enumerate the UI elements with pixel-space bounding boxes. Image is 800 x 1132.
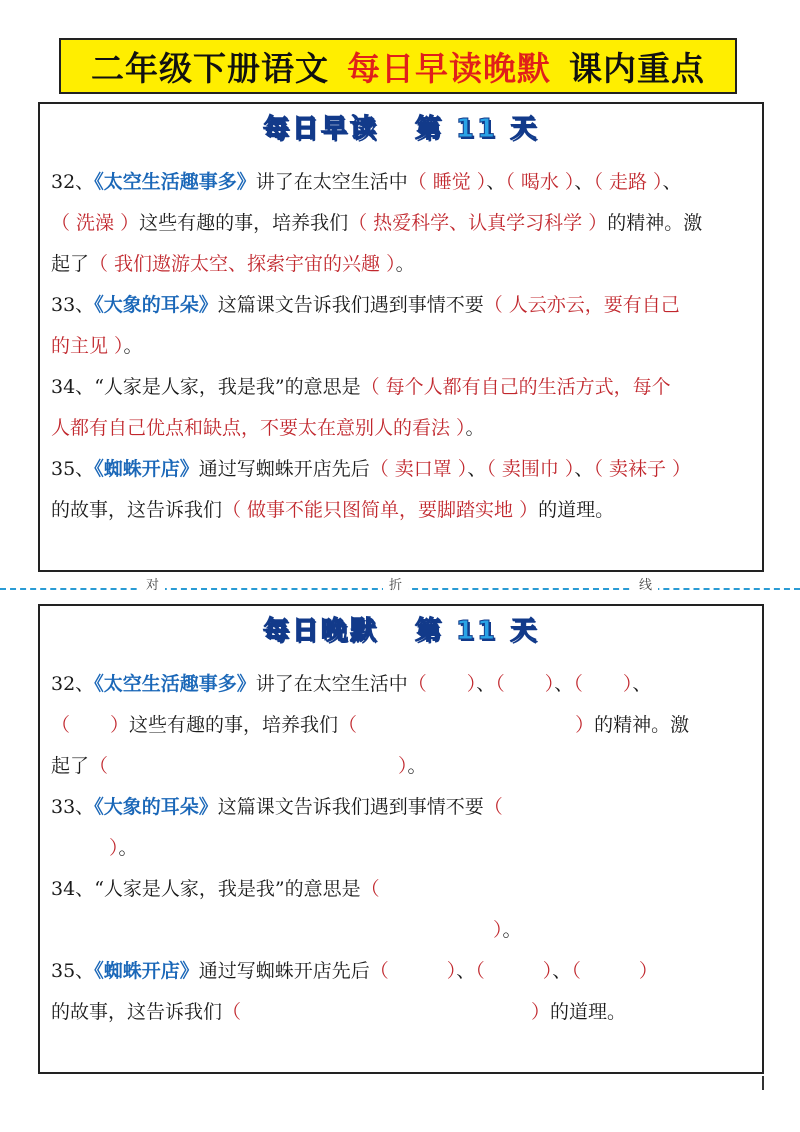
- blank-close: ）: [544, 673, 555, 695]
- fold-label: 对: [140, 578, 165, 594]
- lesson-title: 《大象的耳朵》: [94, 796, 218, 818]
- answer: 人都有自己优点和缺点，不要太在意别人的看法 ）: [51, 417, 466, 439]
- text: 、: [554, 673, 574, 695]
- text-line: [51, 326, 754, 367]
- blank-close: ）: [622, 673, 633, 695]
- item-number: 34、: [51, 878, 95, 900]
- text-line: [51, 951, 754, 992]
- blank-open: （: [475, 960, 485, 982]
- blank-open: （: [571, 960, 581, 982]
- text: 的故事，这告诉我们: [51, 499, 223, 521]
- text-line: [51, 162, 754, 203]
- text: 的道理。: [538, 499, 615, 521]
- text: 、: [552, 960, 572, 982]
- text-line: [51, 203, 754, 244]
- text: 这篇课文告诉我们遇到事情不要: [217, 294, 484, 316]
- blank-open: （: [483, 796, 503, 818]
- evening-banner: [40, 614, 762, 648]
- text-line: [51, 828, 754, 869]
- fold-label: 折: [383, 578, 408, 594]
- blank-close: ）: [398, 755, 408, 777]
- text: 、: [467, 458, 487, 480]
- text-line: [51, 285, 754, 326]
- text-line: [51, 746, 754, 787]
- blank-open: （: [222, 1001, 242, 1023]
- text: 起了: [51, 755, 90, 777]
- blank-close: ）: [493, 919, 503, 941]
- morning-reading-box: [38, 102, 764, 572]
- answer: （ 走路 ）: [593, 171, 663, 193]
- text: 讲了在太空生活中: [255, 673, 408, 695]
- morning-lines: [51, 162, 754, 531]
- answer: （ 热爱科学、认真学习科学 ）: [348, 212, 608, 234]
- evening-lines: [51, 664, 754, 1033]
- text: 起了: [51, 253, 90, 275]
- text-line: [51, 408, 754, 449]
- lesson-title: 《大象的耳朵》: [94, 294, 218, 316]
- blank-open: （: [369, 960, 389, 982]
- text: 、: [486, 171, 506, 193]
- blank-open: （: [89, 755, 109, 777]
- text-line: [51, 992, 754, 1033]
- text-line: [51, 787, 754, 828]
- item-number: 33、: [51, 796, 95, 818]
- answer: （ 喝水 ）: [505, 171, 575, 193]
- item-number: 35、: [51, 960, 95, 982]
- answer: （ 人云亦云，要有自己: [483, 294, 680, 316]
- lesson-title: 《蜘蛛开店》: [94, 458, 199, 480]
- blank-open: （: [360, 878, 380, 900]
- answer: （ 洗澡 ）: [51, 212, 140, 234]
- answer: 的主见 ）: [51, 335, 124, 357]
- text: 。: [407, 755, 427, 777]
- page-edge-mark: [762, 1076, 764, 1090]
- text: 讲了在太空生活中: [255, 171, 408, 193]
- text: “人家是人家，我是我”的意思是: [94, 376, 361, 398]
- text: 的道理。: [550, 1001, 627, 1023]
- item-number: 32、: [51, 673, 95, 695]
- answer: （ 做事不能只图简单，要脚踏实地 ）: [222, 499, 539, 521]
- morning-banner-title: 每日早读: [262, 114, 379, 144]
- morning-banner: [40, 112, 762, 146]
- item-number: 34、: [51, 376, 95, 398]
- text: “人家是人家，我是我”的意思是: [94, 878, 361, 900]
- text-line: [51, 664, 754, 705]
- text: 通过写蜘蛛开店先后: [198, 960, 370, 982]
- text-line: [51, 705, 754, 746]
- fold-label: 线: [633, 578, 658, 594]
- text-line: [51, 869, 754, 910]
- lesson-title: 《太空生活趣事多》: [94, 673, 256, 695]
- title-activity: 每日早读晚默: [347, 48, 551, 88]
- text: 这篇课文告诉我们遇到事情不要: [217, 796, 484, 818]
- blank-close: ）: [638, 960, 658, 982]
- blank-open: （: [495, 673, 505, 695]
- title-grade: 二年级下册语文: [91, 48, 329, 88]
- blank-open: （: [573, 673, 583, 695]
- text: 。: [395, 253, 415, 275]
- item-number: 33、: [51, 294, 95, 316]
- answer: （ 睡觉 ）: [407, 171, 487, 193]
- text: 的精神。激: [607, 212, 703, 234]
- blank-close: ）: [110, 714, 130, 736]
- text: 、: [574, 458, 594, 480]
- text-line: [51, 910, 754, 951]
- blank-open: （: [51, 714, 71, 736]
- text-line: [51, 449, 754, 490]
- item-number: 32、: [51, 171, 95, 193]
- answer: （ 卖围巾 ）: [486, 458, 575, 480]
- blank-open: （: [338, 714, 358, 736]
- blank-close: ）: [575, 714, 595, 736]
- text: 、: [456, 960, 476, 982]
- answer: （ 卖袜子 ）: [593, 458, 692, 480]
- blank-close: ）: [531, 1001, 551, 1023]
- lesson-title: 《太空生活趣事多》: [94, 171, 256, 193]
- text: 。: [118, 837, 138, 859]
- title-focus: 课内重点: [569, 48, 705, 88]
- lesson-title: 《蜘蛛开店》: [94, 960, 199, 982]
- evening-banner-day: 第 11 天: [414, 616, 540, 646]
- text: 这些有趣的事，培养我们: [139, 212, 349, 234]
- text: 。: [502, 919, 522, 941]
- evening-banner-title: 每日晚默: [262, 616, 379, 646]
- morning-banner-day: 第 11 天: [414, 114, 540, 144]
- text: 。: [465, 417, 485, 439]
- text-line: [51, 244, 754, 285]
- blank-open: （: [407, 673, 427, 695]
- page-title-banner: [59, 38, 737, 94]
- blank-close: ）: [446, 960, 457, 982]
- text: 通过写蜘蛛开店先后: [198, 458, 370, 480]
- item-number: 35、: [51, 458, 95, 480]
- text-line: [51, 367, 754, 408]
- answer: （ 每个人都有自己的生活方式，每个: [360, 376, 671, 398]
- evening-dictation-box: [38, 604, 764, 1074]
- text: 、: [632, 673, 652, 695]
- text: 的故事，这告诉我们: [51, 1001, 223, 1023]
- answer: （ 我们遨游太空、探索宇宙的兴趣 ）: [89, 253, 396, 275]
- text-line: [51, 490, 754, 531]
- text: 。: [123, 335, 143, 357]
- text: 、: [574, 171, 594, 193]
- blank-close: ）: [542, 960, 553, 982]
- text: 、: [476, 673, 496, 695]
- text: 、: [662, 171, 682, 193]
- blank-close: ）: [466, 673, 477, 695]
- text: 这些有趣的事，培养我们: [129, 714, 339, 736]
- text: 的精神。激: [594, 714, 690, 736]
- answer: （ 卖口罩 ）: [369, 458, 468, 480]
- blank-close: ）: [109, 837, 119, 859]
